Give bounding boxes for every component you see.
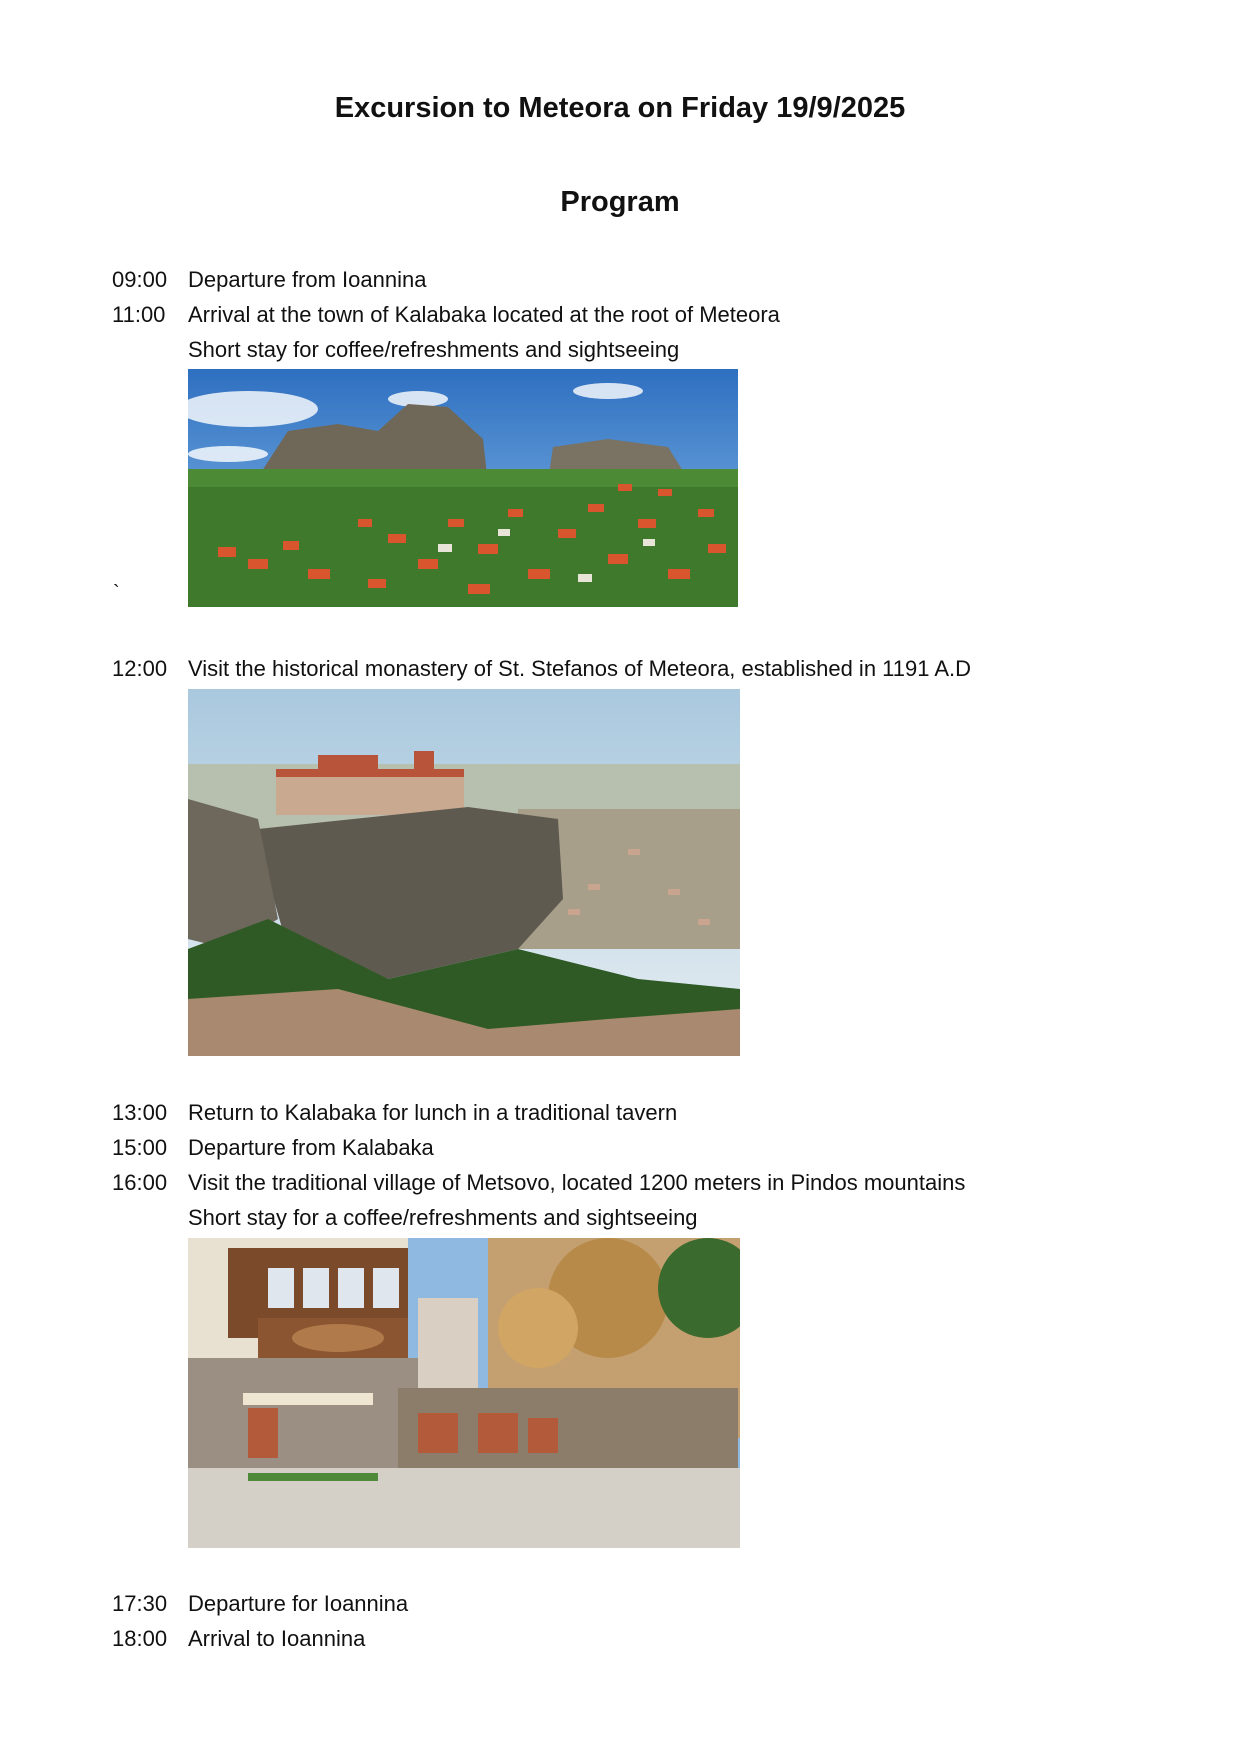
schedule-text: Return to Kalabaka for lunch in a traditional tavern <box>188 1100 678 1125</box>
schedule-text: Departure for Ioannina <box>188 1591 409 1616</box>
schedule-item <box>112 300 780 330</box>
schedule-text: Arrival at the town of Kalabaka located at the root of Meteora <box>188 302 780 327</box>
schedule-time: 17:30 <box>112 1591 168 1616</box>
schedule-item <box>112 1168 965 1198</box>
kalabaka-town-photo <box>188 369 738 607</box>
schedule-item <box>112 654 971 684</box>
schedule-time: 09:00 <box>112 267 168 292</box>
metsovo-village-photo <box>188 1238 740 1548</box>
schedule-text: Departure from Ioannina <box>188 267 427 292</box>
schedule-time: 12:00 <box>112 656 168 681</box>
schedule-time: 13:00 <box>112 1100 168 1125</box>
schedule-text: Departure from Kalabaka <box>188 1135 434 1160</box>
schedule-time: 16:00 <box>112 1170 168 1195</box>
document-title: Excursion to Meteora on Friday 19/9/2025 <box>334 92 906 124</box>
schedule-time: 15:00 <box>112 1135 168 1160</box>
st-stefanos-monastery-photo <box>188 689 740 1056</box>
schedule-item <box>112 1589 408 1619</box>
schedule-note: Short stay for coffee/refreshments and sightseeing <box>188 337 680 362</box>
schedule-text: Visit the traditional village of Metsovo, located 1200 meters in Pindos mountains <box>188 1170 966 1195</box>
schedule-note: Short stay for a coffee/refreshments and sightseeing <box>188 1205 698 1230</box>
schedule-text: Visit the historical monastery of St. Stefanos of Meteora, established in 1191 A.D <box>188 656 972 681</box>
stray-mark: ` <box>113 582 120 604</box>
schedule-item <box>112 1133 434 1163</box>
schedule-time: 11:00 <box>112 302 166 327</box>
schedule-item <box>112 1098 677 1128</box>
schedule-time: 18:00 <box>112 1626 168 1651</box>
schedule-text: Arrival to Ioannina <box>188 1626 366 1651</box>
schedule-item <box>112 265 426 295</box>
program-heading: Program <box>560 186 680 218</box>
schedule-item <box>112 1624 365 1654</box>
